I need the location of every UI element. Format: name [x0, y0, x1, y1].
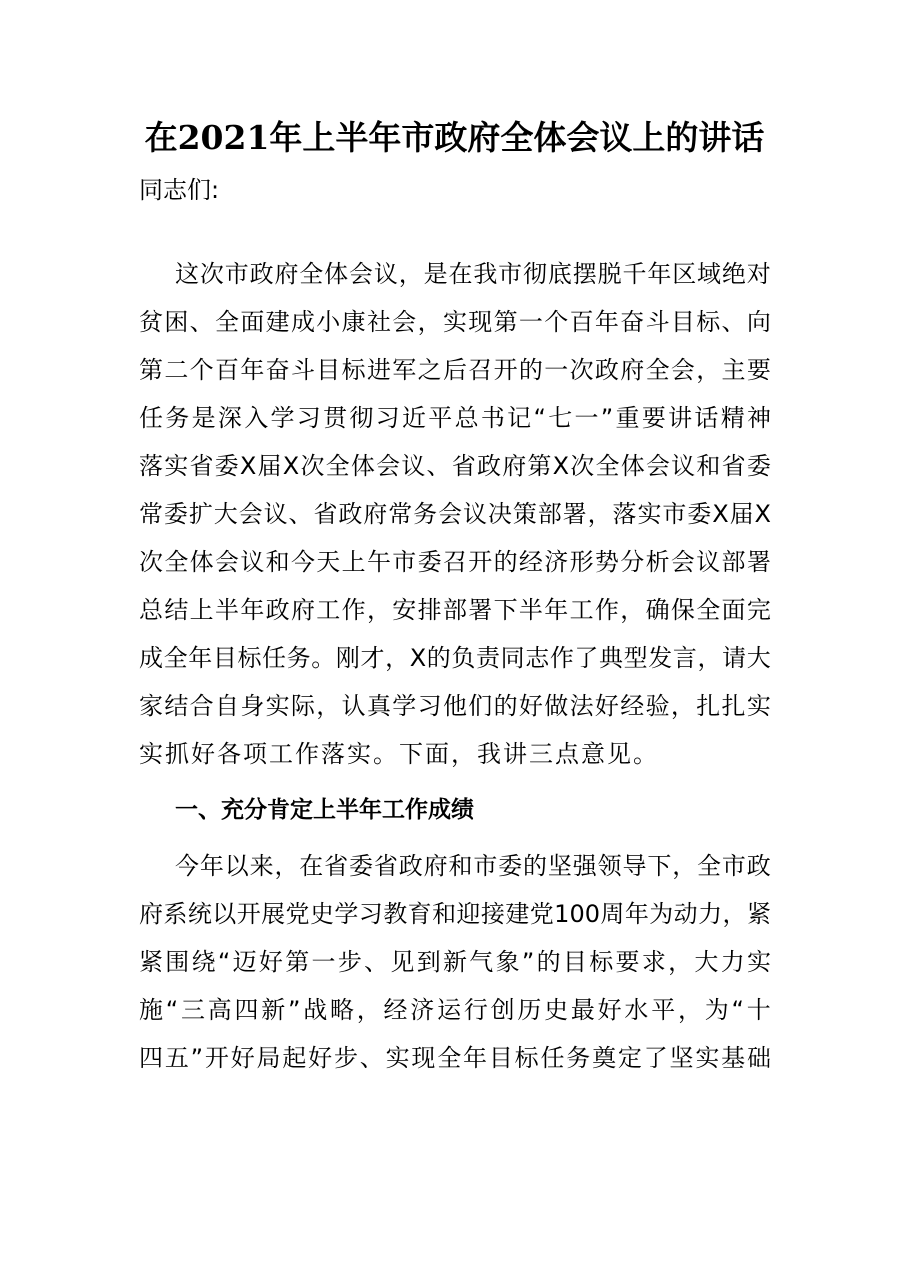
paragraph-line: 次 全 体 会 议 和 今 天 上 午 市 委 召 开 的 经 济 形 势 分 析 会 议 部 署 [139, 548, 771, 576]
section-heading: 一、充分肯定上半年工作成绩 [175, 797, 474, 823]
paragraph-line: 家 结 合 自 身 实 际 ， 认 真 学 习 他 们 的 好 做 法 好 经 验 ， 扎 扎 实 [139, 692, 771, 720]
document-title: 在2021年上半年市政府全体会议上的讲话 [144, 118, 765, 157]
paragraph-line: 施 “ 三 高 四 新 ” 战 略 ， 经 济 运 行 创 历 史 最 好 水 平 ， 为 “ 十 [139, 996, 771, 1024]
paragraph-1 [139, 250, 771, 778]
paragraph-line: 任 务 是 深 入 学 习 贯 彻 习 近 平 总 书 记 “ 七 一 ” 重 要 讲 话 精 神 [139, 404, 771, 432]
paragraph-line: 实抓好各项工作落实。下面，我讲三点意见。 [139, 740, 659, 768]
paragraph-line: 贫 困 、 全 面 建 成 小 康 社 会 ， 实 现 第 一 个 百 年 奋 斗 目 标 、 向 [139, 308, 771, 336]
paragraph-line: 四 五 ” 开 好 局 起 好 步 、 实 现 全 年 目 标 任 务 奠 定 了 坚 实 基 础 [139, 1044, 771, 1072]
paragraph-line: 这 次 市 政 府 全 体 会 议 ， 是 在 我 市 彻 底 摆 脱 千 年 区 域 绝 对 [175, 260, 771, 288]
paragraph-line: 府 系 统 以 开 展 党 史 学 习 教 育 和 迎 接 建 党 100 周 年 为 动 力 ， 紧 [139, 900, 771, 928]
salutation: 同志们: [139, 176, 220, 204]
paragraph-line: 第 二 个 百 年 奋 斗 目 标 进 军 之 后 召 开 的 一 次 政 府 全 会 ， 主 要 [139, 356, 771, 384]
paragraph-line: 常 委 扩 大 会 议 、 省 政 府 常 务 会 议 决 策 部 署 ， 落 实 市 委 X 届 X [139, 500, 771, 528]
paragraph-line: 成 全 年 目 标 任 务 。 刚 才 ， X 的 负 责 同 志 作 了 典 型 发 言 ， 请 大 [139, 644, 771, 672]
paragraph-line: 总 结 上 半 年 政 府 工 作 ， 安 排 部 署 下 半 年 工 作 ， 确 保 全 面 完 [139, 596, 771, 624]
paragraph-2 [139, 842, 771, 1082]
paragraph-line: 紧 围 绕 “ 迈 好 第 一 步 、 见 到 新 气 象 ” 的 目 标 要 求 ， 大 力 实 [139, 948, 771, 976]
paragraph-line: 今 年 以 来 ， 在 省 委 省 政 府 和 市 委 的 坚 强 领 导 下 ， 全 市 政 [175, 852, 771, 880]
paragraph-line: 落 实 省 委 X 届 X 次 全 体 会 议 、 省 政 府 第 X 次 全 体 会 议 和 省 委 [139, 452, 771, 480]
